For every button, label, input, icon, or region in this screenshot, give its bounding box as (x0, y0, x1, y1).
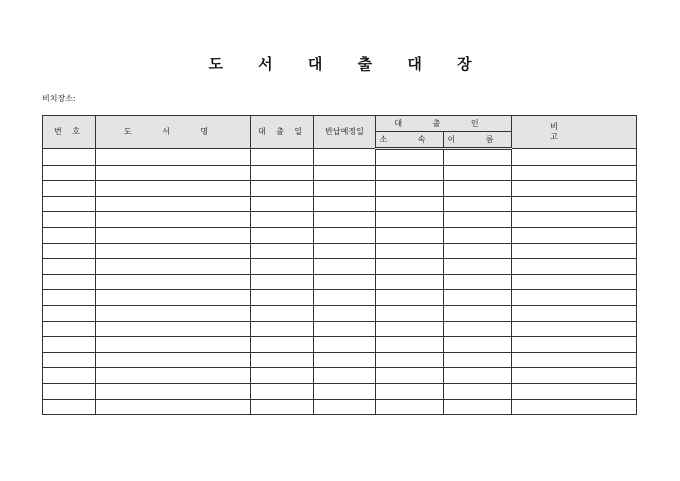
cell-book-title (96, 383, 251, 399)
cell-book-title (96, 274, 251, 290)
cell-due-date (314, 290, 376, 306)
cell-number (43, 181, 96, 197)
table-row (43, 321, 637, 337)
cell-borrower-dept (376, 181, 444, 197)
cell-book-title (96, 149, 251, 166)
cell-number (43, 149, 96, 166)
table-row (43, 165, 637, 181)
cell-number (43, 274, 96, 290)
cell-loan-date (251, 290, 314, 306)
cell-loan-date (251, 227, 314, 243)
table-row (43, 274, 637, 290)
cell-remarks (512, 352, 637, 368)
cell-borrower-name (444, 243, 512, 259)
cell-due-date (314, 274, 376, 290)
cell-due-date (314, 259, 376, 275)
table-row (43, 352, 637, 368)
table-row (43, 337, 637, 353)
cell-book-title (96, 227, 251, 243)
cell-borrower-name (444, 259, 512, 275)
cell-book-title (96, 290, 251, 306)
table-row (43, 227, 637, 243)
cell-loan-date (251, 399, 314, 415)
cell-borrower-name (444, 181, 512, 197)
cell-borrower-dept (376, 259, 444, 275)
cell-number (43, 243, 96, 259)
table-row (43, 243, 637, 259)
cell-loan-date (251, 243, 314, 259)
cell-borrower-name (444, 305, 512, 321)
cell-number (43, 259, 96, 275)
cell-borrower-name (444, 196, 512, 212)
cell-number (43, 305, 96, 321)
cell-due-date (314, 337, 376, 353)
cell-loan-date (251, 274, 314, 290)
table-row (43, 196, 637, 212)
header-number: 번 호 (43, 116, 96, 149)
cell-number (43, 290, 96, 306)
cell-borrower-name (444, 290, 512, 306)
location-label: 비치장소: (42, 94, 76, 103)
table-row (43, 149, 637, 166)
cell-remarks (512, 383, 637, 399)
cell-number (43, 196, 96, 212)
cell-book-title (96, 243, 251, 259)
cell-borrower-name (444, 149, 512, 166)
cell-remarks (512, 149, 637, 166)
cell-loan-date (251, 165, 314, 181)
cell-borrower-name (444, 165, 512, 181)
cell-borrower-name (444, 274, 512, 290)
cell-due-date (314, 383, 376, 399)
cell-loan-date (251, 196, 314, 212)
cell-number (43, 352, 96, 368)
header-borrower-name: 이 름 (444, 132, 512, 149)
cell-remarks (512, 243, 637, 259)
cell-loan-date (251, 181, 314, 197)
cell-borrower-dept (376, 165, 444, 181)
cell-borrower-dept (376, 227, 444, 243)
table-row (43, 259, 637, 275)
cell-borrower-dept (376, 196, 444, 212)
cell-remarks (512, 196, 637, 212)
cell-borrower-dept (376, 337, 444, 353)
cell-number (43, 383, 96, 399)
cell-remarks (512, 305, 637, 321)
cell-number (43, 337, 96, 353)
cell-number (43, 227, 96, 243)
table-row (43, 290, 637, 306)
cell-loan-date (251, 383, 314, 399)
cell-book-title (96, 181, 251, 197)
cell-book-title (96, 196, 251, 212)
cell-borrower-name (444, 227, 512, 243)
table-row (43, 305, 637, 321)
cell-loan-date (251, 149, 314, 166)
cell-borrower-dept (376, 383, 444, 399)
header-borrower: 대 출 인 (376, 116, 512, 132)
cell-book-title (96, 212, 251, 228)
cell-loan-date (251, 368, 314, 384)
cell-book-title (96, 321, 251, 337)
ledger-body (43, 149, 637, 415)
cell-borrower-dept (376, 399, 444, 415)
cell-loan-date (251, 352, 314, 368)
document-title: 도 서 대 출 대 장 (208, 55, 487, 73)
cell-remarks (512, 399, 637, 415)
cell-borrower-dept (376, 243, 444, 259)
cell-book-title (96, 165, 251, 181)
header-book-title: 도 서 명 (96, 116, 251, 149)
cell-number (43, 165, 96, 181)
cell-remarks (512, 227, 637, 243)
cell-loan-date (251, 212, 314, 228)
cell-remarks (512, 368, 637, 384)
cell-borrower-dept (376, 212, 444, 228)
cell-remarks (512, 181, 637, 197)
cell-borrower-name (444, 368, 512, 384)
cell-book-title (96, 305, 251, 321)
cell-borrower-dept (376, 149, 444, 166)
cell-loan-date (251, 305, 314, 321)
cell-borrower-name (444, 321, 512, 337)
cell-remarks (512, 290, 637, 306)
cell-borrower-name (444, 352, 512, 368)
cell-number (43, 321, 96, 337)
cell-borrower-dept (376, 305, 444, 321)
table-row (43, 383, 637, 399)
cell-borrower-dept (376, 290, 444, 306)
cell-remarks (512, 259, 637, 275)
cell-borrower-dept (376, 368, 444, 384)
cell-due-date (314, 165, 376, 181)
table-row (43, 181, 637, 197)
cell-due-date (314, 321, 376, 337)
cell-book-title (96, 259, 251, 275)
cell-due-date (314, 399, 376, 415)
cell-loan-date (251, 259, 314, 275)
loan-ledger-table (42, 115, 637, 415)
table-row (43, 212, 637, 228)
cell-due-date (314, 181, 376, 197)
cell-due-date (314, 305, 376, 321)
cell-number (43, 212, 96, 228)
header-loan-date: 대 출 일 (251, 116, 314, 149)
header-borrower-dept: 소 속 (376, 132, 444, 149)
cell-number (43, 368, 96, 384)
table-row (43, 368, 637, 384)
header-due-date: 반납예정일 (314, 116, 376, 149)
cell-borrower-dept (376, 274, 444, 290)
cell-borrower-name (444, 337, 512, 353)
cell-borrower-dept (376, 352, 444, 368)
cell-borrower-name (444, 399, 512, 415)
cell-due-date (314, 149, 376, 166)
cell-due-date (314, 227, 376, 243)
cell-borrower-name (444, 212, 512, 228)
cell-due-date (314, 196, 376, 212)
cell-book-title (96, 399, 251, 415)
cell-due-date (314, 368, 376, 384)
cell-due-date (314, 243, 376, 259)
cell-book-title (96, 368, 251, 384)
cell-remarks (512, 321, 637, 337)
table-row (43, 399, 637, 415)
cell-book-title (96, 352, 251, 368)
header-remarks: 비 고 (512, 116, 637, 149)
cell-borrower-name (444, 383, 512, 399)
cell-book-title (96, 337, 251, 353)
cell-number (43, 399, 96, 415)
cell-loan-date (251, 337, 314, 353)
cell-remarks (512, 337, 637, 353)
cell-remarks (512, 212, 637, 228)
cell-due-date (314, 212, 376, 228)
cell-borrower-dept (376, 321, 444, 337)
cell-remarks (512, 165, 637, 181)
cell-remarks (512, 274, 637, 290)
cell-loan-date (251, 321, 314, 337)
cell-due-date (314, 352, 376, 368)
